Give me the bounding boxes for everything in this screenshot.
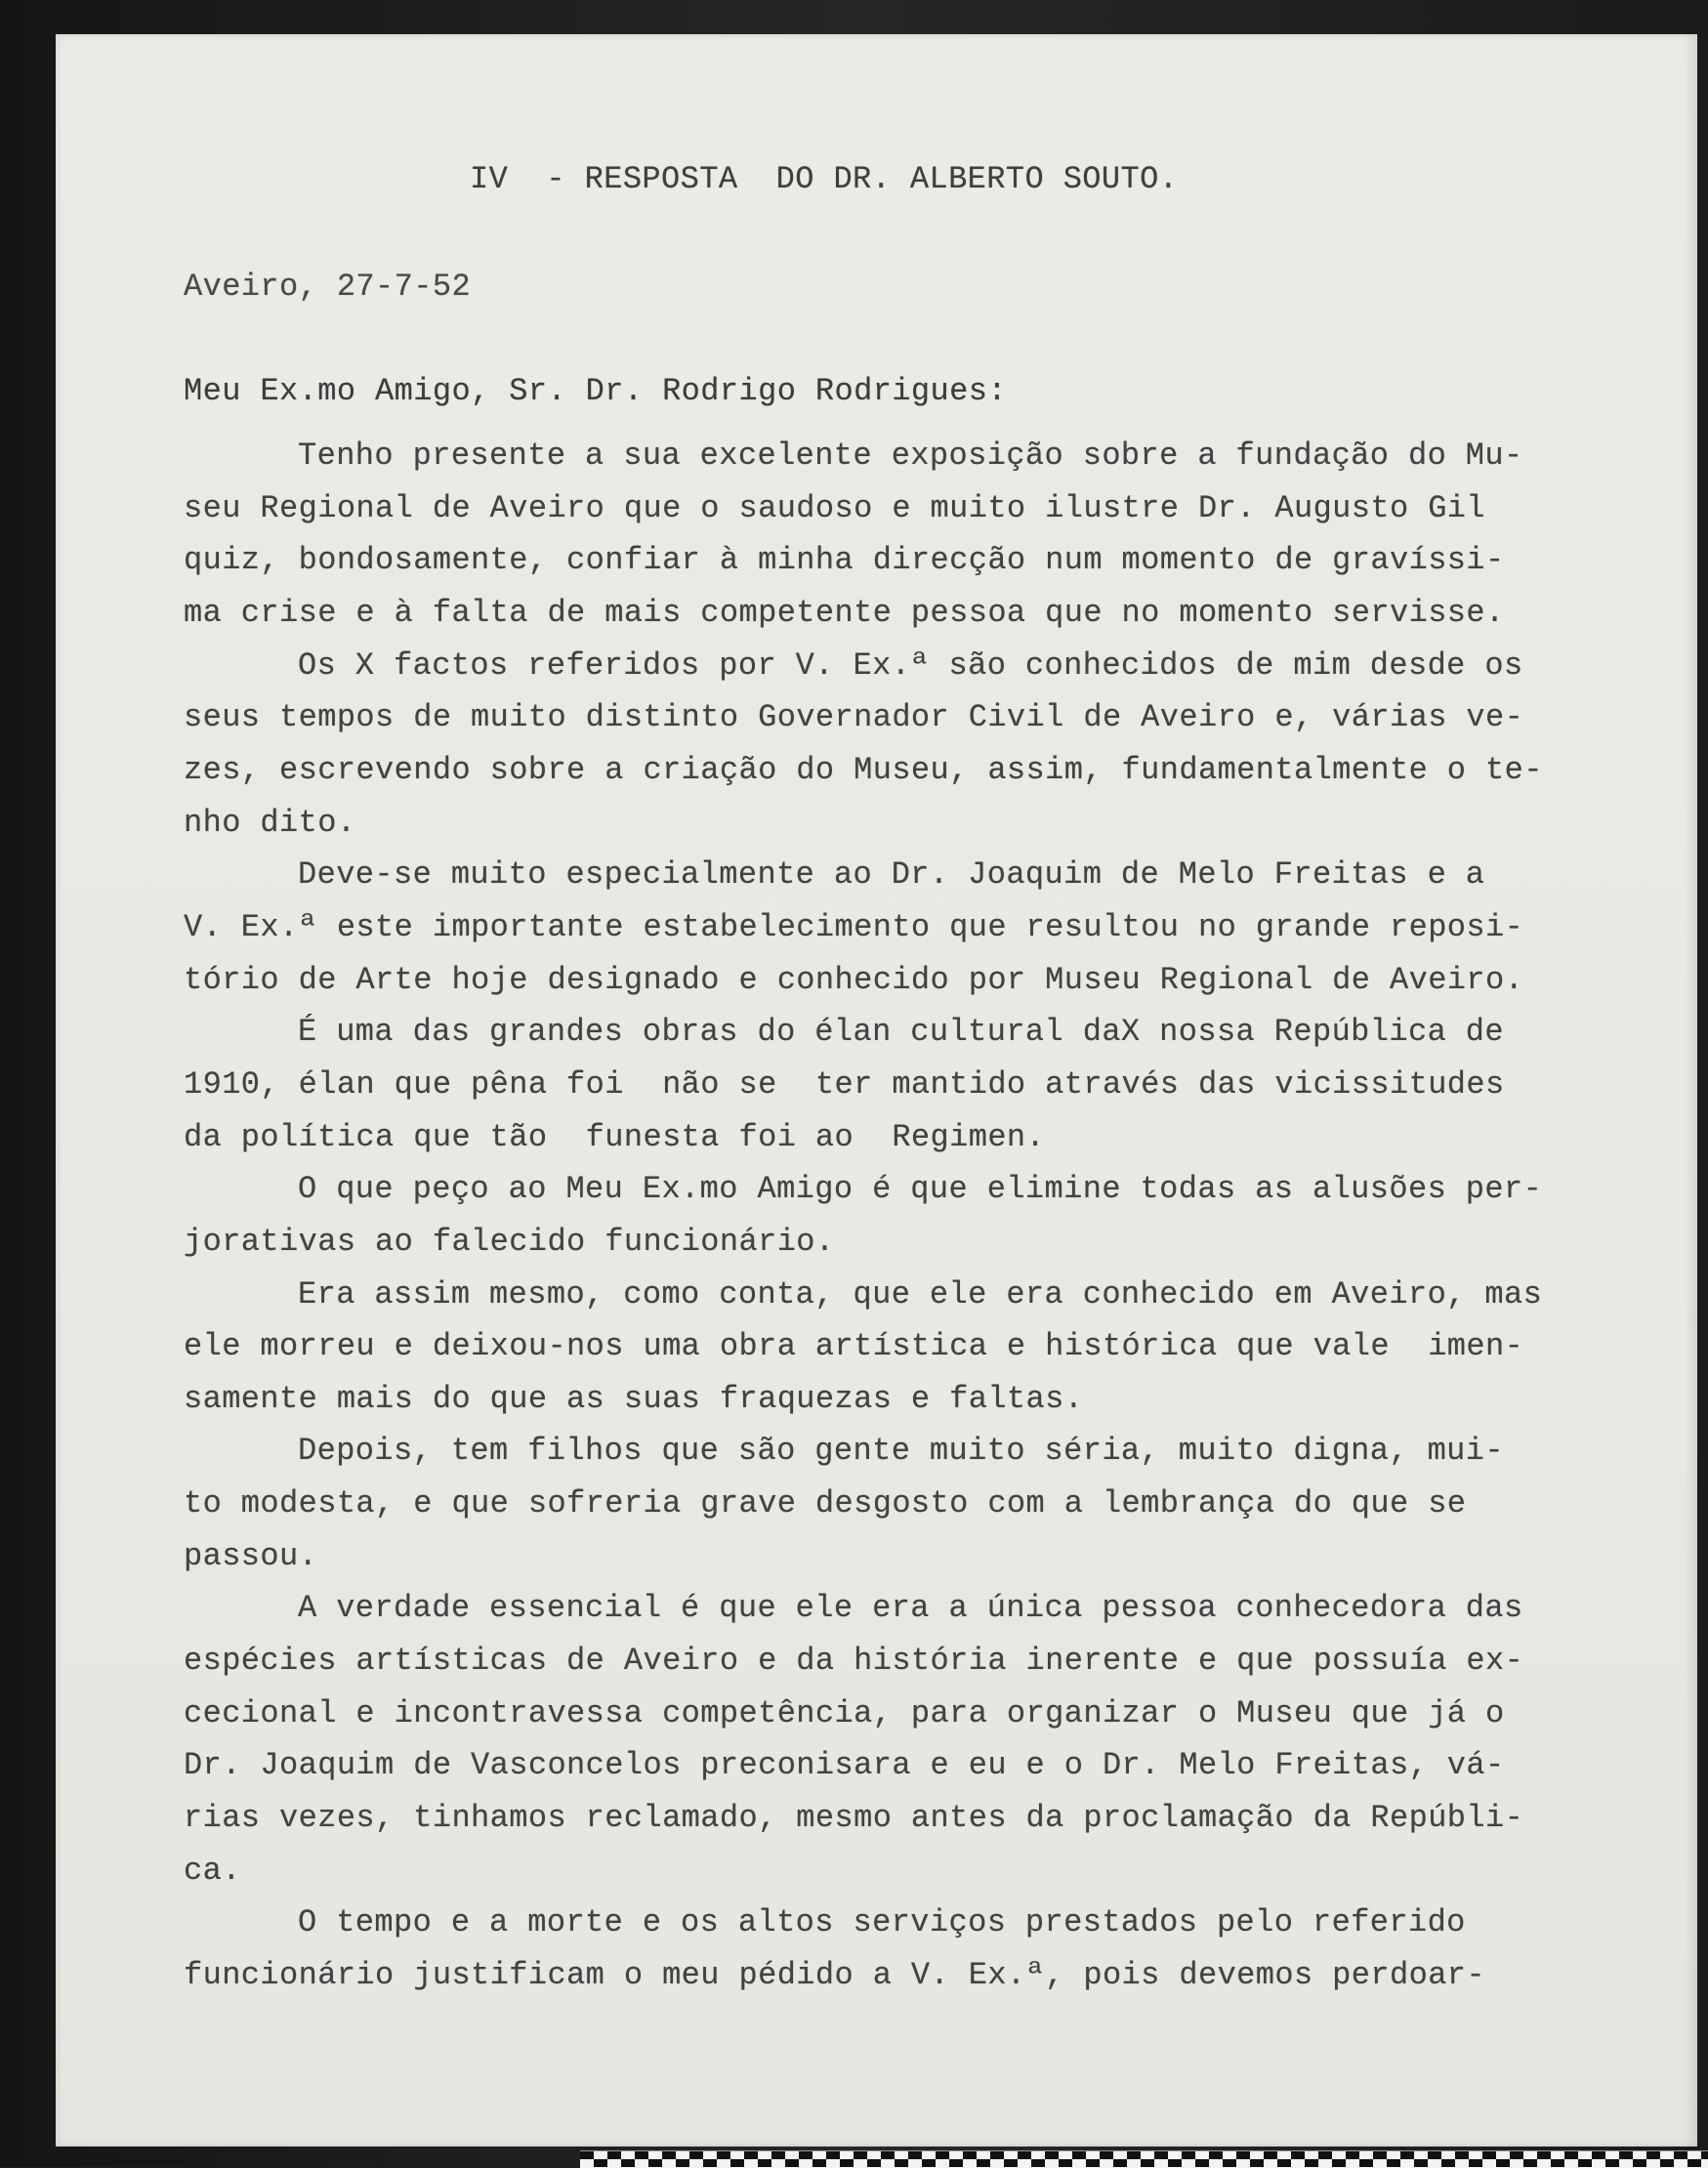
document-line: V. Ex.ª este importante estabelecimento que resultou no grande reposi- <box>184 908 1524 945</box>
document-line: zes, escrevendo sobre a criação do Museu, assim, fundamentalmente o te- <box>184 751 1543 788</box>
ruler-stripe-bottom <box>580 2159 1708 2167</box>
document-line: tório de Arte hoje designado e conhecido por Museu Regional de Aveiro. <box>184 961 1524 998</box>
paragraph <box>184 849 1543 1006</box>
document-line: seus tempos de muito distinto Governador Civil de Aveiro e, várias ve- <box>184 699 1524 736</box>
document-line: seu Regional de Aveiro que o saudoso e muito ilustre Dr. Augusto Gil <box>184 489 1486 526</box>
paragraph <box>184 1897 1543 2001</box>
document-line: jorativas ao falecido funcionário. <box>184 1223 835 1260</box>
document-line: passou. <box>184 1537 318 1574</box>
paragraph <box>184 1582 1543 1897</box>
document-line: espécies artísticas de Aveiro e da história inerente e que possuía ex- <box>184 1643 1524 1680</box>
paragraph <box>184 1425 1543 1582</box>
document-line: ma crise e à falta de mais competente pessoa que no momento servisse. <box>184 594 1505 631</box>
document-line: funcionário justificam o meu pédido a V. Ex.ª, pois devemos perdoar- <box>184 1957 1486 1994</box>
letter-body <box>184 430 1543 2002</box>
scale-ruler <box>580 2150 1708 2168</box>
place-date: Aveiro, 27-7-52 <box>184 269 472 305</box>
document-line: Tenho presente a sua excelente exposição sobre a fundação do Mu- <box>298 438 1523 474</box>
document-line: to modesta, e que sofreria grave desgosto com a lembrança do que se <box>184 1485 1467 1522</box>
document-line: samente mais do que as suas fraquezas e faltas. <box>184 1380 1084 1417</box>
document-line: Deve-se muito especialmente ao Dr. Joaquim de Melo Freitas e a <box>298 856 1485 894</box>
paragraph <box>184 1006 1543 1163</box>
paragraph <box>184 1269 1543 1426</box>
document-line: ele morreu e deixou-nos uma obra artística e histórica que vale imen- <box>184 1328 1524 1365</box>
document-line: É uma das grandes obras do élan cultural daX nossa República de <box>298 1014 1504 1051</box>
document-line: da política que tão funesta foi ao Regimen. <box>184 1118 1046 1155</box>
document-line: cecional e incontravessa competência, para organizar o Museu que já o <box>184 1694 1505 1731</box>
document-line: nho dito. <box>184 804 356 841</box>
document-line: 1910, élan que pêna foi não se ter mantido através das vicissitudes <box>184 1065 1505 1103</box>
document-title: IV - RESPOSTA DO DR. ALBERTO SOUTO. <box>470 161 1179 197</box>
paragraph <box>184 640 1543 850</box>
document-line: Era assim mesmo, como conta, que ele era conhecido em Aveiro, mas <box>298 1275 1543 1313</box>
paragraph <box>184 1163 1543 1268</box>
document-line: O tempo e a morte e os altos serviços prestados pelo referido <box>298 1904 1466 1941</box>
document-line: Depois, tem filhos que são gente muito séria, muito digna, mui- <box>298 1433 1504 1470</box>
document-line: Os X factos referidos por V. Ex.ª são conhecidos de mim desde os <box>298 646 1523 684</box>
paragraph <box>184 430 1543 640</box>
document-line: O que peço ao Meu Ex.mo Amigo é que elimine todas as alusões per- <box>298 1171 1543 1208</box>
salutation: Meu Ex.mo Amigo, Sr. Dr. Rodrigo Rodrigues: <box>184 373 1007 409</box>
document-line: Dr. Joaquim de Vasconcelos preconisara e eu e o Dr. Melo Freitas, vá- <box>184 1747 1505 1784</box>
document-line: ca. <box>184 1852 241 1889</box>
document-line: A verdade essencial é que ele era a única pessoa conhecedora das <box>298 1590 1523 1627</box>
document-line: rias vezes, tinhamos reclamado, mesmo antes da proclamação da Repúbli- <box>184 1800 1524 1837</box>
document-line: quiz, bondosamente, confiar à minha direcção num momento de gravíssi- <box>184 542 1505 579</box>
ruler-stripe-top <box>580 2151 1708 2159</box>
